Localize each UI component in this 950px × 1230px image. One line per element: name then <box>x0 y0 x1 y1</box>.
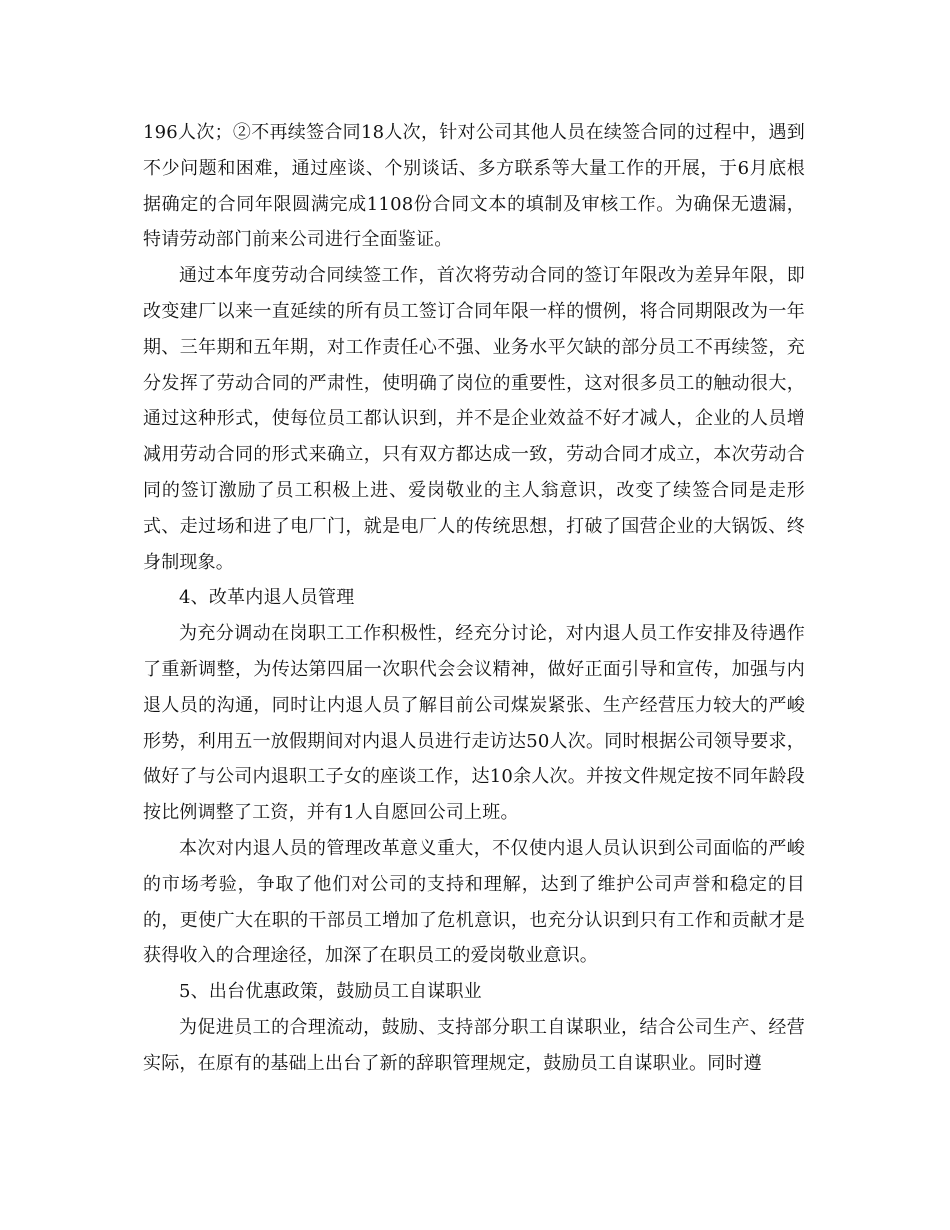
section-heading-5: 5、出台优惠政策，鼓励员工自谋职业 <box>179 981 482 1003</box>
paragraph-retiree-adjustment: 为充分调动在岗职工工作积极性，经充分讨论，对内退人员工作安排及待遇作了重新调整，为传达第四届一次职代会会议精神，做好正面引导和宣传，加强与内退人员的沟通，同时让内退人员了解目前公司煤炭紧张、生产经营压力较大的严峻形势，利用五一放假期间对内退人员进行走访达50人次。同时根据公司领导要求，做好了与公司内退职工子女的座谈工作，达10余人次。并按文件规定按不同年龄段按比例调整了工资，并有1人自愿回公司上班。 <box>143 623 805 824</box>
paragraph-contract-reform: 通过本年度劳动合同续签工作，首次将劳动合同的签订年限改为差异年限，即改变建厂以来一直延续的所有员工签订合同年限一样的惯例，将合同期限改为一年期、三年期和五年期，对工作责任心不强、业务水平欠缺的部分员工不再续签，充分发挥了劳动合同的严肃性，使明确了岗位的重要性，这对很多员工的触动很大，通过这种形式，使每位员工都认识到，并不是企业效益不好才减人，企业的人员增减用劳动合同的形式来确立，只有双方都达成一致，劳动合同才成立，本次劳动合同的签订激励了员工积极上进、爱岗敬业的主人翁意识，改变了续签合同是走形式、走过场和进了电厂门，就是电厂人的传统思想，打破了国营企业的大锅饭、终身制现象。 <box>143 265 805 573</box>
document-page <box>143 115 805 1082</box>
paragraph-self-employment: 为促进员工的合理流动，鼓励、支持部分职工自谋职业，结合公司生产、经营实际，在原有的基础上出台了新的辞职管理规定，鼓励员工自谋职业。同时遵 <box>143 1016 805 1074</box>
paragraph-retiree-significance: 本次对内退人员的管理改革意义重大，不仅使内退人员认识到公司面临的严峻的市场考验，争取了他们对公司的支持和理解，达到了维护公司声誉和稳定的目的，更使广大在职的干部员工增加了危机意识，也充分认识到只有工作和贡献才是获得收入的合理途径，加深了在职员工的爱岗敬业意识。 <box>143 837 805 967</box>
paragraph-contract-continuation: 196人次；②不再续签合同18人次，针对公司其他人员在续签合同的过程中，遇到不少问题和困难，通过座谈、个别谈话、多方联系等大量工作的开展，于6月底根据确定的合同年限圆满完成1108份合同文本的填制及审核工作。为确保无遗漏，特请劳动部门前来公司进行全面鉴证。 <box>143 122 805 251</box>
section-heading-4: 4、改革内退人员管理 <box>179 587 355 609</box>
